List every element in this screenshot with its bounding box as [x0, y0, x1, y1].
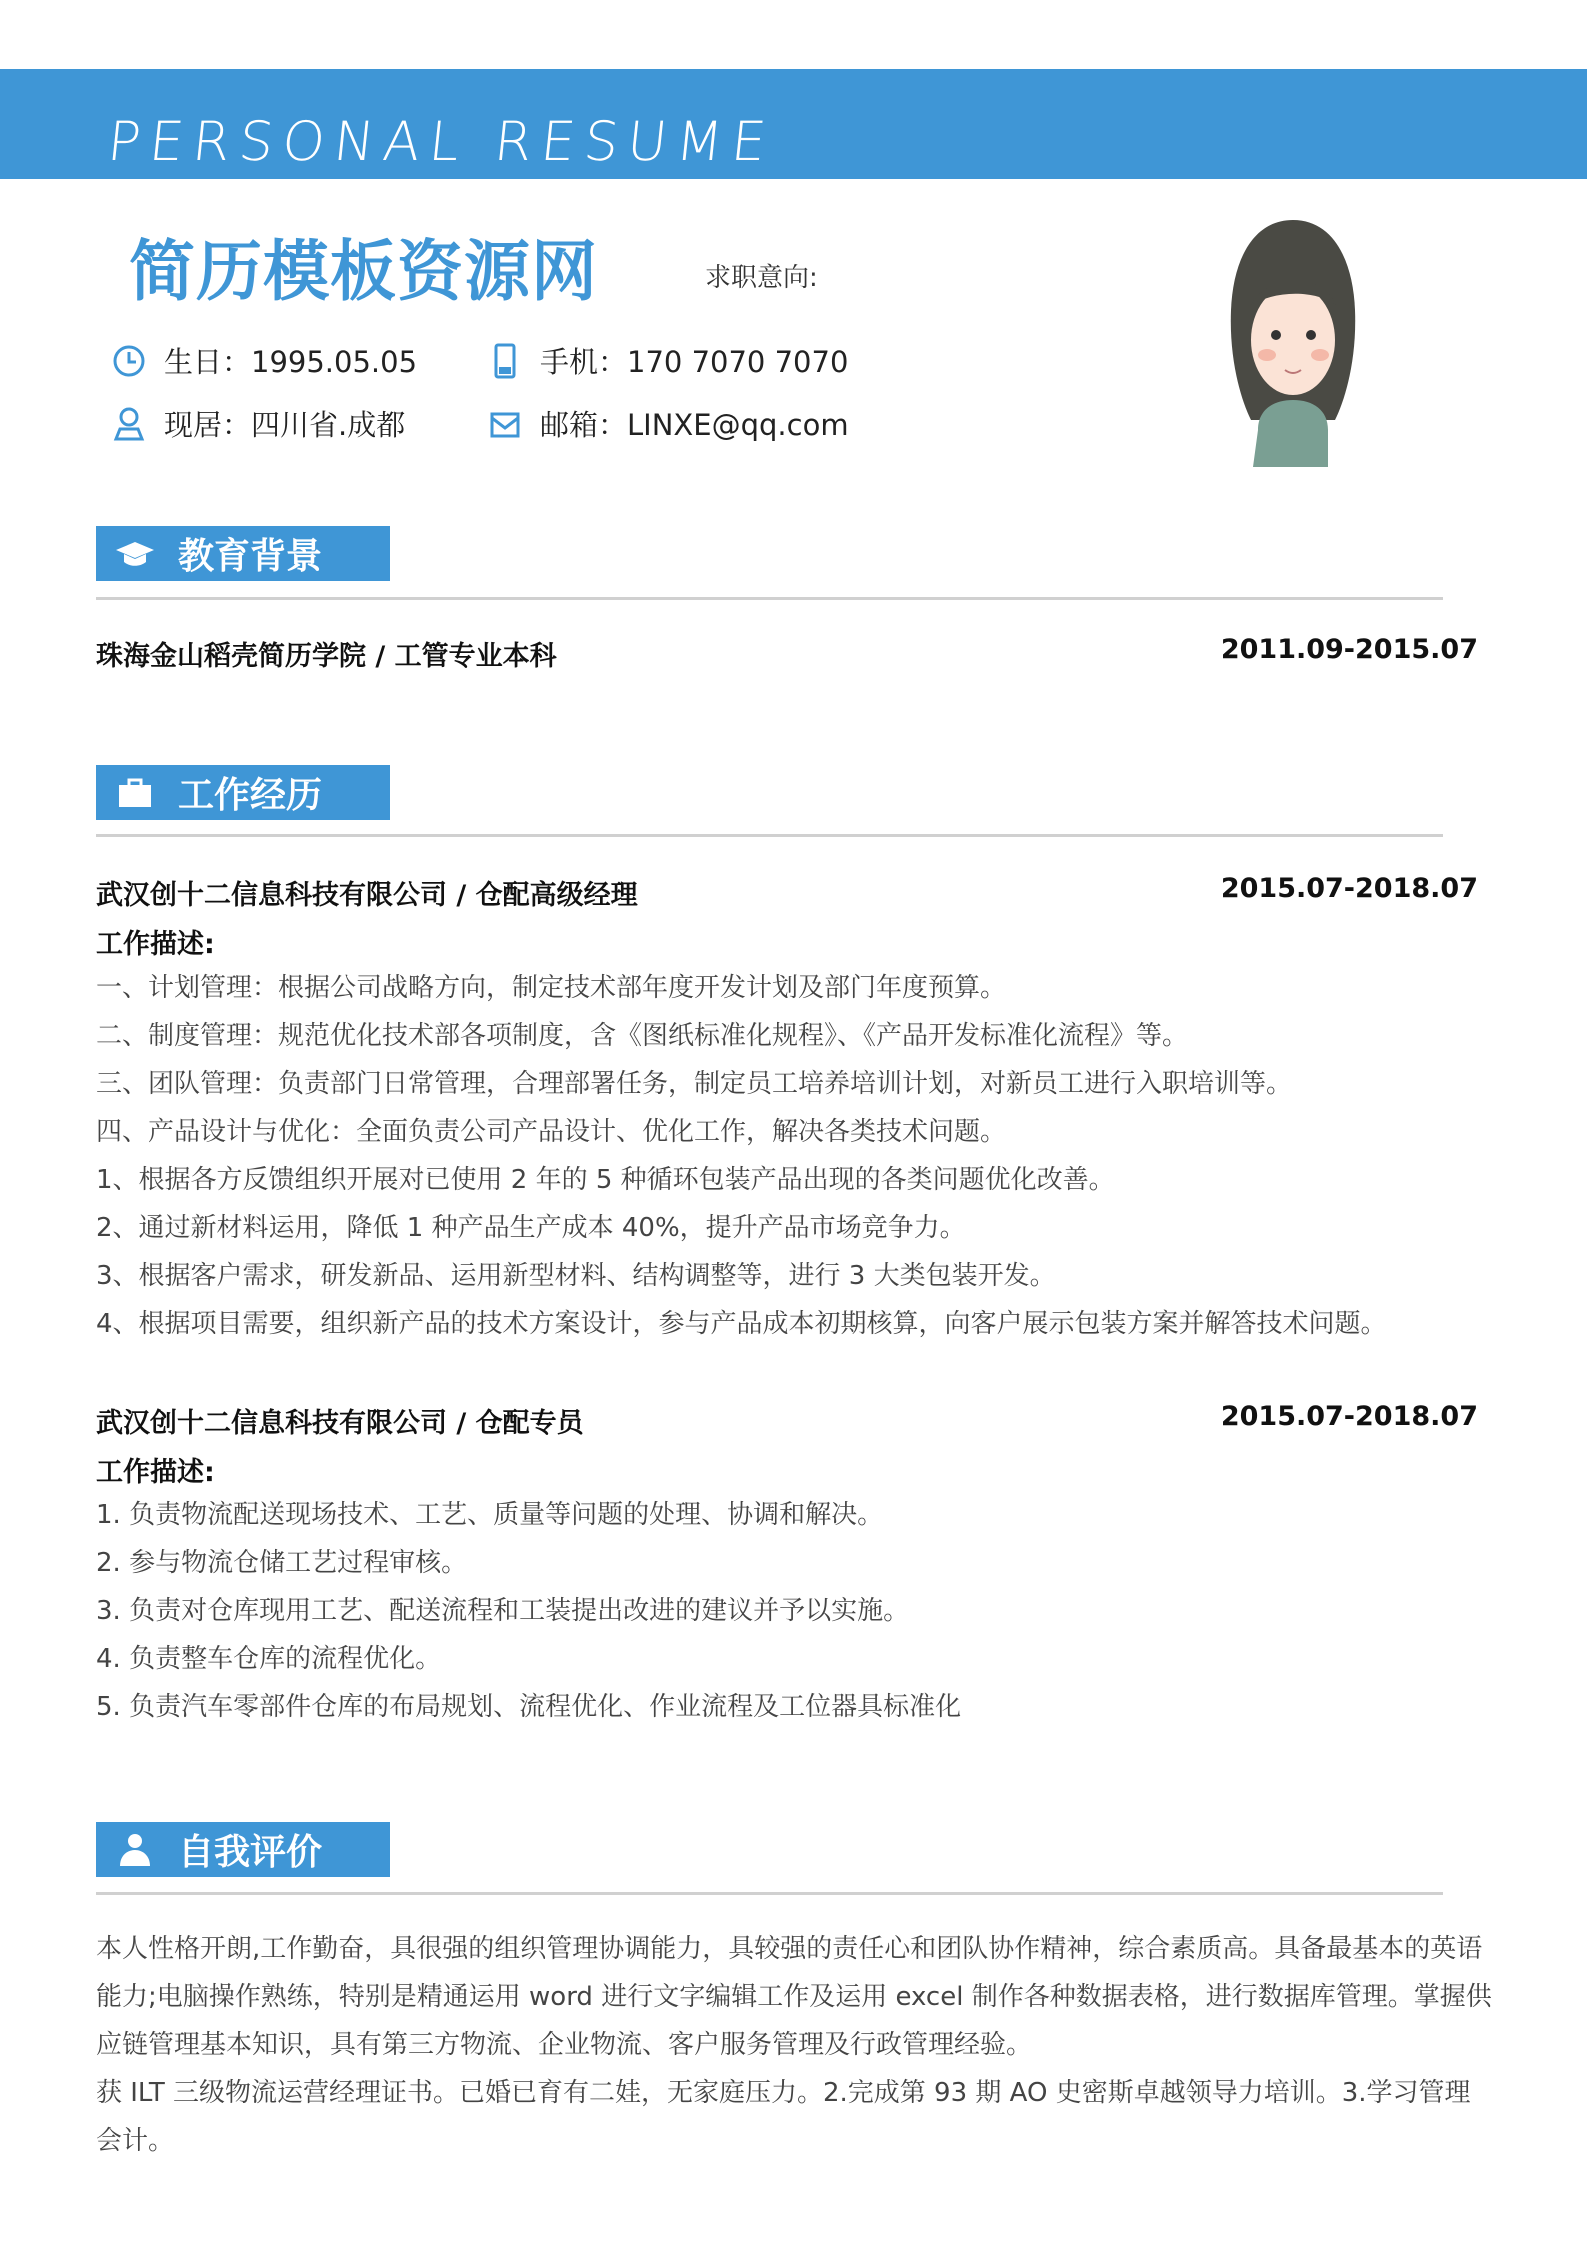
job-date: 2015.07-2018.07 — [1220, 1401, 1478, 1432]
clock-icon — [112, 343, 146, 379]
candidate-name: 简历模板资源网 — [129, 233, 598, 310]
paragraph: 本人性格开朗,工作勤奋，具很强的组织管理协调能力，具较强的责任心和团队协作精神，综合素质高。具备最基本的英语能力;电脑操作熟练，特别是精通运用 word 进行文字编辑工作及运用 excel 制作各种数据表格，进行数据库管理。掌握供应链管理基本知识，具有第三方物流、企业物流、客户服务管理及行政管理经验。 — [96, 1934, 1492, 2060]
mail-icon — [488, 406, 522, 442]
section-title: 工作经历 — [178, 775, 323, 816]
phone-info — [488, 340, 848, 381]
section-header-education — [96, 526, 390, 581]
person-icon — [114, 1832, 156, 1868]
list-item: 三、团队管理：负责部门日常管理，合理部署任务，制定员工培养培训计划，对新员工进行入职培训等。 — [96, 1069, 1293, 1099]
job-desc-list — [96, 964, 1387, 1348]
section-title: 自我评价 — [178, 1832, 323, 1873]
briefcase-icon — [114, 775, 156, 811]
email-info — [488, 403, 849, 444]
job-desc-label: 工作描述: — [96, 1457, 215, 1488]
birthday-text: 生日：1995.05.05 — [164, 345, 418, 379]
list-item: 一、计划管理：根据公司战略方向，制定技术部年度开发计划及部门年度预算。 — [96, 973, 1007, 1003]
section-header-self — [96, 1822, 390, 1877]
divider — [96, 1892, 1443, 1895]
email-text: 邮箱：LINXE@qq.com — [540, 408, 849, 442]
paragraph: 获 ILT 三级物流运营经理证书。已婚已育有二娃，无家庭压力。2.完成第 93 期 AO 史密斯卓越领导力培训。3.学习管理会计。 — [96, 2078, 1471, 2156]
list-item: 2、通过新材料运用，降低 1 种产品生产成本 40%，提升产品市场竞争力。 — [96, 1213, 966, 1243]
job-desc-label: 工作描述: — [96, 929, 215, 960]
job-title: 武汉创十二信息科技有限公司 / 仓配专员 — [96, 1408, 584, 1439]
job-desc-list — [96, 1491, 961, 1731]
section-header-work — [96, 765, 390, 820]
list-item: 四、产品设计与优化：全面负责公司产品设计、优化工作，解决各类技术问题。 — [96, 1117, 1007, 1147]
job-date: 2015.07-2018.07 — [1220, 873, 1478, 904]
section-title: 教育背景 — [178, 536, 323, 577]
self-evaluation — [96, 1925, 1496, 2165]
list-item: 1、根据各方反馈组织开展对已使用 2 年的 5 种循环包装产品出现的各类问题优化改善。 — [96, 1165, 1115, 1195]
phone-icon — [488, 343, 522, 379]
banner-title: PERSONAL RESUME — [104, 110, 779, 173]
person-location-icon — [112, 406, 146, 442]
birthday-info — [112, 340, 417, 381]
list-item: 3、根据客户需求，研发新品、运用新型材料、结构调整等，进行 3 大类包装开发。 — [96, 1261, 1056, 1291]
divider — [96, 597, 1443, 600]
list-item: 2. 参与物流仓储工艺过程审核。 — [96, 1548, 468, 1578]
residence-text: 现居：四川省.成都 — [164, 408, 406, 442]
list-item: 4、根据项目需要，组织新产品的技术方案设计，参与产品成本初期核算，向客户展示包装方案并解答技术问题。 — [96, 1309, 1387, 1339]
list-item: 3. 负责对仓库现用工艺、配送流程和工装提出改进的建议并予以实施。 — [96, 1596, 910, 1626]
graduation-cap-icon — [114, 536, 156, 572]
list-item: 二、制度管理：规范优化技术部各项制度，含《图纸标准化规程》、《产品开发标准化流程》等。 — [96, 1021, 1189, 1051]
job-title: 武汉创十二信息科技有限公司 / 仓配高级经理 — [96, 880, 638, 911]
divider — [96, 834, 1443, 837]
residence-info — [112, 403, 405, 444]
list-item: 5. 负责汽车零部件仓库的布局规划、流程优化、作业流程及工位器具标准化 — [96, 1692, 962, 1722]
school-date: 2011.09-2015.07 — [1220, 634, 1478, 665]
list-item: 1. 负责物流配送现场技术、工艺、质量等问题的处理、协调和解决。 — [96, 1500, 884, 1530]
list-item: 4. 负责整车仓库的流程优化。 — [96, 1644, 442, 1674]
school-title: 珠海金山稻壳简历学院 / 工管专业本科 — [96, 641, 557, 672]
job-intent-label: 求职意向: — [705, 263, 818, 293]
avatar — [1203, 215, 1383, 467]
phone-text: 手机：170 7070 7070 — [540, 345, 849, 379]
